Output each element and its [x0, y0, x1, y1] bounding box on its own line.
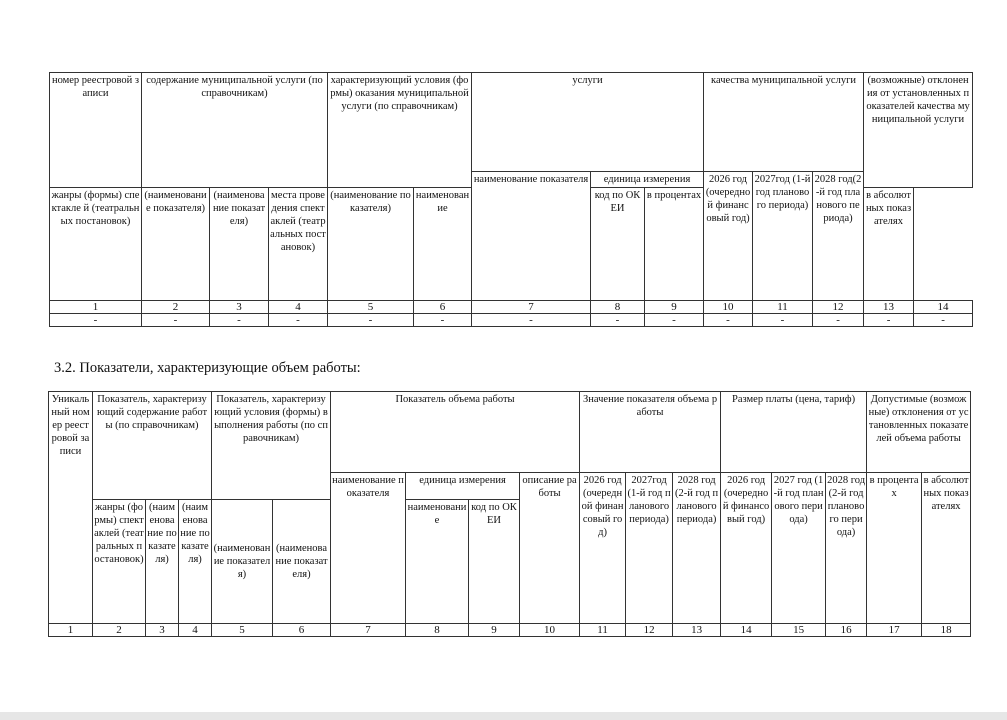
column-number: 8 — [591, 301, 645, 314]
header-indicator-name: наименование показателя — [472, 172, 591, 301]
column-number: 5 — [328, 301, 414, 314]
data-cell: - — [914, 314, 973, 327]
header-service-quality: качества муниципальной услуги — [704, 73, 864, 172]
column-number: 11 — [580, 624, 626, 637]
column-number: 9 — [469, 624, 520, 637]
header-indicator-name-4: (наименование показателя) — [210, 188, 269, 301]
header-allowed-deviations: Допустимые (возможные) отклонения от установленных показателей объема работы — [867, 392, 971, 473]
header-unit-name: наименование — [406, 500, 469, 624]
data-cell: - — [704, 314, 753, 327]
header-indicator-name: наименование показателя — [331, 473, 406, 624]
header-service-content: содержание муниципальной услуги (по справочникам) — [142, 73, 328, 188]
header-indicator-name-5: (наименование показателя) — [212, 500, 273, 624]
header-work-content: Показатель, характеризующий содержание работы (по справочникам) — [93, 392, 212, 500]
header-in-absolute: в абсолютных показателях — [922, 473, 971, 624]
column-number: 3 — [146, 624, 179, 637]
header-indicator-name-3: (наименование показателя) — [146, 500, 179, 624]
header-genres: жанры (формы) спектаклей (театральных постановок) — [93, 500, 146, 624]
header-genres: жанры (формы) спектакле й (театральн ых постановок) — [50, 188, 142, 301]
bottom-scrollbar-strip — [0, 712, 1007, 720]
data-cell: - — [864, 314, 914, 327]
column-number: 6 — [273, 624, 331, 637]
header-work-volume: Показатель объема работы — [331, 392, 580, 473]
data-cell: - — [472, 314, 591, 327]
data-cell: - — [328, 314, 414, 327]
column-number: 12 — [626, 624, 673, 637]
section-title: 3.2. Показатели, характеризующие объем работы: — [54, 360, 361, 376]
header-fee-size: Размер платы (цена, тариф) — [721, 392, 867, 473]
header-in-absolute: в абсолютных показателях — [864, 188, 914, 301]
header-unit-of-measure: единица измерения — [591, 172, 704, 188]
header-registry-number: номер реестровой записи — [50, 73, 142, 188]
column-number: 7 — [331, 624, 406, 637]
column-number: 14 — [721, 624, 772, 637]
column-number: 4 — [269, 301, 328, 314]
header-fee-2026: 2026 год (очередной финансовый год) — [721, 473, 772, 624]
header-value-2028: 2028 год (2-й год планового периода) — [673, 473, 721, 624]
header-fee-2027: 2027 год (1-й год планового периода) — [772, 473, 826, 624]
header-unit-name: наименование — [414, 188, 472, 301]
column-number: 4 — [179, 624, 212, 637]
header-unit-of-measure: единица измерения — [406, 473, 520, 500]
column-number: 18 — [922, 624, 971, 637]
data-cell: - — [50, 314, 142, 327]
data-cell: - — [753, 314, 813, 327]
header-indicator-name-3: (наименование показателя) — [142, 188, 210, 301]
header-year-2026: 2026 год (очередной финансовый год) — [704, 172, 753, 301]
header-deviations: (возможные) отклонения от установленных показателей качества муниципальной услуги — [864, 73, 973, 188]
header-okei-code: код по ОКЕИ — [591, 188, 645, 301]
header-services: услуги — [472, 73, 704, 172]
data-cell: - — [591, 314, 645, 327]
column-number: 11 — [753, 301, 813, 314]
header-indicator-name-6: (наименование показателя) — [328, 188, 414, 301]
header-value-2027: 2027год (1-й год планового периода) — [626, 473, 673, 624]
header-in-percent: в процентах — [645, 188, 704, 301]
header-value-2026: 2026 год (очередной финансовый год) — [580, 473, 626, 624]
column-number: 3 — [210, 301, 269, 314]
header-volume-value: Значение показателя объема работы — [580, 392, 721, 473]
header-work-conditions: Показатель, характеризующий условия (формы) выполнения работы (по справочникам) — [212, 392, 331, 500]
header-work-description: описание работы — [520, 473, 580, 624]
column-number: 12 — [813, 301, 864, 314]
volume-indicators-table — [48, 391, 971, 637]
column-number: 14 — [914, 301, 973, 314]
header-year-2028: 2028 год(2-й год планового периода) — [813, 172, 864, 301]
data-cell: - — [210, 314, 269, 327]
header-performance-venues: места проведения спектаклей (театральных постановок) — [269, 188, 328, 301]
data-cell: - — [813, 314, 864, 327]
column-number: 10 — [704, 301, 753, 314]
header-year-2027: 2027год (1-й год планового периода) — [753, 172, 813, 301]
column-number: 7 — [472, 301, 591, 314]
column-number: 1 — [50, 301, 142, 314]
header-indicator-name-6: (наименование показателя) — [273, 500, 331, 624]
data-cell: - — [414, 314, 472, 327]
column-number: 2 — [142, 301, 210, 314]
header-indicator-name-4: (наименование показателя) — [179, 500, 212, 624]
column-number: 8 — [406, 624, 469, 637]
quality-indicators-table — [49, 72, 973, 327]
column-number: 10 — [520, 624, 580, 637]
data-cell: - — [269, 314, 328, 327]
column-number: 9 — [645, 301, 704, 314]
header-unique-registry-number: Уникальный номер реестровой записи — [49, 392, 93, 624]
header-okei-code: код по ОКЕИ — [469, 500, 520, 624]
column-number: 5 — [212, 624, 273, 637]
column-number: 13 — [673, 624, 721, 637]
column-number: 6 — [414, 301, 472, 314]
column-number: 17 — [867, 624, 922, 637]
column-number: 1 — [49, 624, 93, 637]
column-number: 2 — [93, 624, 146, 637]
header-service-conditions: характеризующий условия (формы) оказания муниципальной услуги (по справочникам) — [328, 73, 472, 188]
data-cell: - — [142, 314, 210, 327]
column-number: 13 — [864, 301, 914, 314]
data-cell: - — [645, 314, 704, 327]
column-number: 16 — [826, 624, 867, 637]
column-number: 15 — [772, 624, 826, 637]
header-fee-2028: 2028 год (2-й год планового периода) — [826, 473, 867, 624]
header-in-percent: в процентах — [867, 473, 922, 624]
